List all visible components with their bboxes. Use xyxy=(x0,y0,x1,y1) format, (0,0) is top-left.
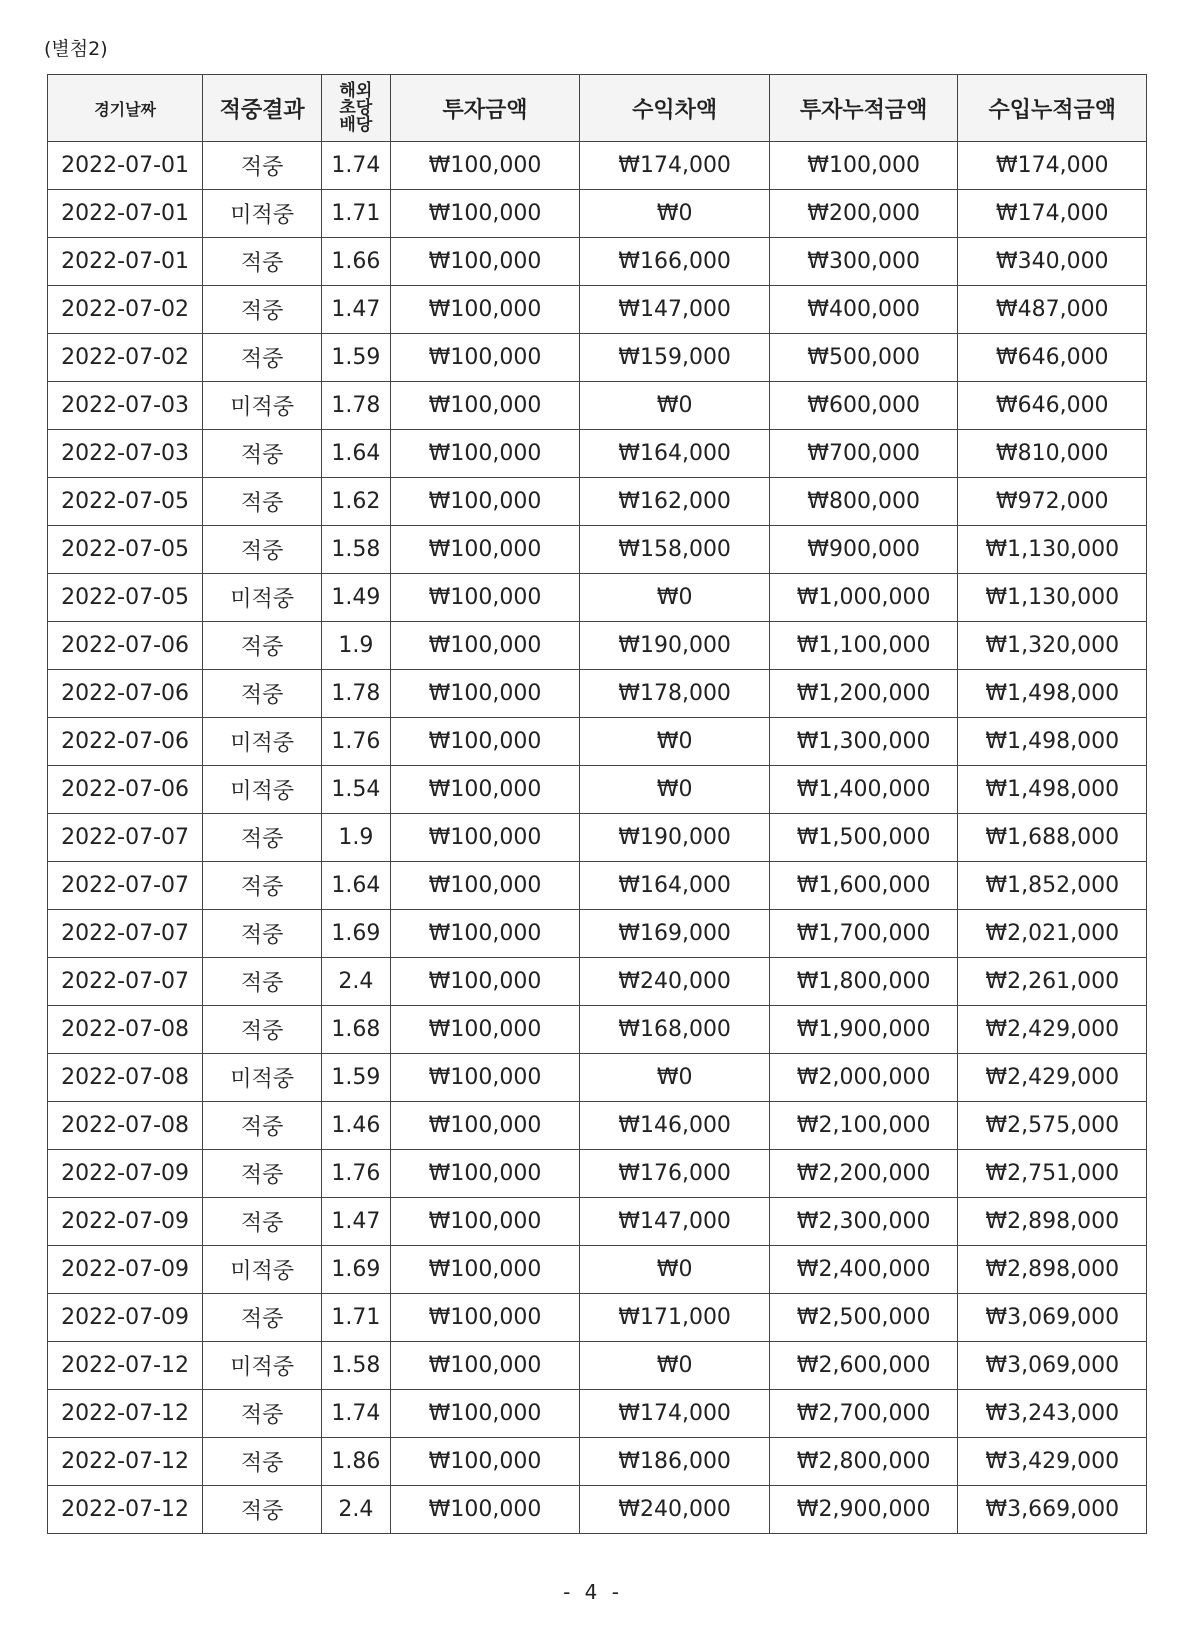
table-row xyxy=(48,574,1147,622)
profit-cell: ₩168,000 xyxy=(580,1006,770,1054)
table-row xyxy=(48,142,1147,190)
cumulative-investment-cell: ₩2,300,000 xyxy=(769,1198,958,1246)
cumulative-income-cell: ₩646,000 xyxy=(958,334,1147,382)
header-profit-difference: 수익차액 xyxy=(580,75,770,142)
odds-cell: 1.58 xyxy=(321,526,390,574)
profit-cell: ₩159,000 xyxy=(580,334,770,382)
profit-cell: ₩146,000 xyxy=(580,1102,770,1150)
cumulative-income-cell: ₩2,898,000 xyxy=(958,1246,1147,1294)
cumulative-investment-cell: ₩200,000 xyxy=(769,190,958,238)
header-cumulative-investment: 투자누적금액 xyxy=(769,75,958,142)
match-date-cell: 2022-07-07 xyxy=(48,862,203,910)
profit-cell: ₩147,000 xyxy=(580,286,770,334)
investment-cell: ₩100,000 xyxy=(390,766,580,814)
investment-cell: ₩100,000 xyxy=(390,334,580,382)
profit-cell: ₩164,000 xyxy=(580,862,770,910)
investment-cell: ₩100,000 xyxy=(390,190,580,238)
cumulative-investment-cell: ₩2,100,000 xyxy=(769,1102,958,1150)
cumulative-investment-cell: ₩800,000 xyxy=(769,478,958,526)
investment-cell: ₩100,000 xyxy=(390,1102,580,1150)
match-date-cell: 2022-07-12 xyxy=(48,1438,203,1486)
table-header-row xyxy=(48,75,1147,142)
cumulative-investment-cell: ₩1,500,000 xyxy=(769,814,958,862)
result-cell: 미적중 xyxy=(203,1054,322,1102)
profit-cell: ₩240,000 xyxy=(580,1486,770,1534)
table-row xyxy=(48,1486,1147,1534)
cumulative-investment-cell: ₩1,400,000 xyxy=(769,766,958,814)
result-cell: 적중 xyxy=(203,814,322,862)
profit-cell: ₩158,000 xyxy=(580,526,770,574)
cumulative-investment-cell: ₩2,900,000 xyxy=(769,1486,958,1534)
odds-cell: 1.64 xyxy=(321,430,390,478)
odds-cell: 1.66 xyxy=(321,238,390,286)
cumulative-income-cell: ₩1,498,000 xyxy=(958,718,1147,766)
table-row xyxy=(48,958,1147,1006)
result-cell: 적중 xyxy=(203,670,322,718)
cumulative-income-cell: ₩1,852,000 xyxy=(958,862,1147,910)
cumulative-income-cell: ₩3,429,000 xyxy=(958,1438,1147,1486)
cumulative-investment-cell: ₩900,000 xyxy=(769,526,958,574)
cumulative-investment-cell: ₩2,200,000 xyxy=(769,1150,958,1198)
profit-cell: ₩171,000 xyxy=(580,1294,770,1342)
cumulative-investment-cell: ₩100,000 xyxy=(769,142,958,190)
profit-cell: ₩174,000 xyxy=(580,1390,770,1438)
profit-cell: ₩190,000 xyxy=(580,814,770,862)
investment-cell: ₩100,000 xyxy=(390,862,580,910)
investment-cell: ₩100,000 xyxy=(390,238,580,286)
investment-cell: ₩100,000 xyxy=(390,622,580,670)
result-cell: 미적중 xyxy=(203,1342,322,1390)
odds-cell: 1.54 xyxy=(321,766,390,814)
profit-cell: ₩0 xyxy=(580,1342,770,1390)
investment-cell: ₩100,000 xyxy=(390,1150,580,1198)
cumulative-investment-cell: ₩2,500,000 xyxy=(769,1294,958,1342)
match-date-cell: 2022-07-02 xyxy=(48,286,203,334)
cumulative-income-cell: ₩1,130,000 xyxy=(958,526,1147,574)
cumulative-income-cell: ₩1,498,000 xyxy=(958,766,1147,814)
investment-cell: ₩100,000 xyxy=(390,1486,580,1534)
betting-results-table xyxy=(47,74,1147,1534)
match-date-cell: 2022-07-03 xyxy=(48,382,203,430)
result-cell: 적중 xyxy=(203,1198,322,1246)
match-date-cell: 2022-07-09 xyxy=(48,1246,203,1294)
investment-cell: ₩100,000 xyxy=(390,574,580,622)
table-row xyxy=(48,286,1147,334)
table-row xyxy=(48,238,1147,286)
match-date-cell: 2022-07-06 xyxy=(48,670,203,718)
cumulative-income-cell: ₩1,320,000 xyxy=(958,622,1147,670)
header-investment-amount: 투자금액 xyxy=(390,75,580,142)
cumulative-income-cell: ₩174,000 xyxy=(958,190,1147,238)
result-cell: 적중 xyxy=(203,334,322,382)
profit-cell: ₩162,000 xyxy=(580,478,770,526)
cumulative-investment-cell: ₩1,200,000 xyxy=(769,670,958,718)
match-date-cell: 2022-07-08 xyxy=(48,1102,203,1150)
table-row xyxy=(48,814,1147,862)
result-cell: 미적중 xyxy=(203,574,322,622)
table-row xyxy=(48,1246,1147,1294)
table-body xyxy=(48,142,1147,1534)
cumulative-income-cell: ₩2,429,000 xyxy=(958,1054,1147,1102)
result-cell: 적중 xyxy=(203,958,322,1006)
table-row xyxy=(48,526,1147,574)
result-cell: 적중 xyxy=(203,238,322,286)
result-cell: 적중 xyxy=(203,622,322,670)
cumulative-investment-cell: ₩700,000 xyxy=(769,430,958,478)
match-date-cell: 2022-07-01 xyxy=(48,190,203,238)
result-cell: 적중 xyxy=(203,1486,322,1534)
match-date-cell: 2022-07-05 xyxy=(48,478,203,526)
investment-cell: ₩100,000 xyxy=(390,382,580,430)
investment-cell: ₩100,000 xyxy=(390,1294,580,1342)
result-cell: 미적중 xyxy=(203,766,322,814)
table-row xyxy=(48,382,1147,430)
match-date-cell: 2022-07-02 xyxy=(48,334,203,382)
cumulative-investment-cell: ₩1,000,000 xyxy=(769,574,958,622)
table-row xyxy=(48,1198,1147,1246)
cumulative-income-cell: ₩340,000 xyxy=(958,238,1147,286)
match-date-cell: 2022-07-09 xyxy=(48,1150,203,1198)
cumulative-income-cell: ₩3,669,000 xyxy=(958,1486,1147,1534)
table-row xyxy=(48,670,1147,718)
odds-cell: 1.76 xyxy=(321,1150,390,1198)
table-row xyxy=(48,1294,1147,1342)
result-cell: 적중 xyxy=(203,526,322,574)
result-cell: 적중 xyxy=(203,1390,322,1438)
investment-cell: ₩100,000 xyxy=(390,142,580,190)
cumulative-income-cell: ₩1,498,000 xyxy=(958,670,1147,718)
result-cell: 미적중 xyxy=(203,190,322,238)
table-row xyxy=(48,910,1147,958)
odds-cell: 1.76 xyxy=(321,718,390,766)
header-overseas-odds-text: 해외 초당 배당 xyxy=(339,80,373,135)
profit-cell: ₩190,000 xyxy=(580,622,770,670)
profit-cell: ₩0 xyxy=(580,574,770,622)
header-overseas-odds xyxy=(321,75,390,142)
odds-cell: 2.4 xyxy=(321,958,390,1006)
header-match-date: 경기날짜 xyxy=(48,75,203,142)
table-row xyxy=(48,718,1147,766)
result-cell: 적중 xyxy=(203,1438,322,1486)
result-cell: 적중 xyxy=(203,1150,322,1198)
header-cumulative-income: 수입누적금액 xyxy=(958,75,1147,142)
investment-cell: ₩100,000 xyxy=(390,670,580,718)
cumulative-income-cell: ₩2,021,000 xyxy=(958,910,1147,958)
cumulative-income-cell: ₩2,575,000 xyxy=(958,1102,1147,1150)
match-date-cell: 2022-07-07 xyxy=(48,910,203,958)
odds-cell: 1.71 xyxy=(321,190,390,238)
cumulative-investment-cell: ₩400,000 xyxy=(769,286,958,334)
cumulative-investment-cell: ₩1,600,000 xyxy=(769,862,958,910)
match-date-cell: 2022-07-05 xyxy=(48,574,203,622)
profit-cell: ₩0 xyxy=(580,718,770,766)
cumulative-income-cell: ₩646,000 xyxy=(958,382,1147,430)
investment-cell: ₩100,000 xyxy=(390,286,580,334)
table-row xyxy=(48,622,1147,670)
table-row xyxy=(48,1390,1147,1438)
profit-cell: ₩0 xyxy=(580,190,770,238)
investment-cell: ₩100,000 xyxy=(390,1438,580,1486)
odds-cell: 1.68 xyxy=(321,1006,390,1054)
odds-cell: 1.74 xyxy=(321,142,390,190)
profit-cell: ₩176,000 xyxy=(580,1150,770,1198)
header-hit-result: 적중결과 xyxy=(203,75,322,142)
odds-cell: 1.46 xyxy=(321,1102,390,1150)
investment-cell: ₩100,000 xyxy=(390,718,580,766)
result-cell: 적중 xyxy=(203,142,322,190)
table-row xyxy=(48,1438,1147,1486)
cumulative-income-cell: ₩174,000 xyxy=(958,142,1147,190)
odds-cell: 1.78 xyxy=(321,670,390,718)
cumulative-investment-cell: ₩2,000,000 xyxy=(769,1054,958,1102)
investment-cell: ₩100,000 xyxy=(390,958,580,1006)
match-date-cell: 2022-07-07 xyxy=(48,814,203,862)
table-row xyxy=(48,430,1147,478)
profit-cell: ₩178,000 xyxy=(580,670,770,718)
profit-cell: ₩147,000 xyxy=(580,1198,770,1246)
odds-cell: 2.4 xyxy=(321,1486,390,1534)
investment-cell: ₩100,000 xyxy=(390,1390,580,1438)
investment-cell: ₩100,000 xyxy=(390,1006,580,1054)
cumulative-income-cell: ₩1,130,000 xyxy=(958,574,1147,622)
table-row xyxy=(48,1006,1147,1054)
match-date-cell: 2022-07-01 xyxy=(48,238,203,286)
odds-cell: 1.58 xyxy=(321,1342,390,1390)
cumulative-income-cell: ₩2,429,000 xyxy=(958,1006,1147,1054)
cumulative-income-cell: ₩3,069,000 xyxy=(958,1342,1147,1390)
profit-cell: ₩240,000 xyxy=(580,958,770,1006)
odds-cell: 1.69 xyxy=(321,910,390,958)
match-date-cell: 2022-07-08 xyxy=(48,1006,203,1054)
table-row xyxy=(48,862,1147,910)
match-date-cell: 2022-07-05 xyxy=(48,526,203,574)
investment-cell: ₩100,000 xyxy=(390,1342,580,1390)
cumulative-income-cell: ₩487,000 xyxy=(958,286,1147,334)
cumulative-investment-cell: ₩1,100,000 xyxy=(769,622,958,670)
match-date-cell: 2022-07-12 xyxy=(48,1486,203,1534)
table-row xyxy=(48,478,1147,526)
profit-cell: ₩166,000 xyxy=(580,238,770,286)
table-row xyxy=(48,766,1147,814)
result-cell: 미적중 xyxy=(203,1246,322,1294)
cumulative-income-cell: ₩810,000 xyxy=(958,430,1147,478)
odds-cell: 1.9 xyxy=(321,814,390,862)
odds-cell: 1.78 xyxy=(321,382,390,430)
match-date-cell: 2022-07-03 xyxy=(48,430,203,478)
result-cell: 적중 xyxy=(203,478,322,526)
cumulative-investment-cell: ₩2,700,000 xyxy=(769,1390,958,1438)
result-cell: 적중 xyxy=(203,1102,322,1150)
investment-cell: ₩100,000 xyxy=(390,430,580,478)
attachment-label: (별첨2) xyxy=(44,38,108,60)
investment-cell: ₩100,000 xyxy=(390,1054,580,1102)
odds-cell: 1.64 xyxy=(321,862,390,910)
table-row xyxy=(48,1102,1147,1150)
odds-cell: 1.9 xyxy=(321,622,390,670)
match-date-cell: 2022-07-07 xyxy=(48,958,203,1006)
table-row xyxy=(48,1054,1147,1102)
result-cell: 적중 xyxy=(203,286,322,334)
result-cell: 적중 xyxy=(203,430,322,478)
investment-cell: ₩100,000 xyxy=(390,910,580,958)
match-date-cell: 2022-07-09 xyxy=(48,1198,203,1246)
profit-cell: ₩169,000 xyxy=(580,910,770,958)
cumulative-investment-cell: ₩2,600,000 xyxy=(769,1342,958,1390)
investment-cell: ₩100,000 xyxy=(390,1198,580,1246)
odds-cell: 1.71 xyxy=(321,1294,390,1342)
odds-cell: 1.69 xyxy=(321,1246,390,1294)
profit-cell: ₩164,000 xyxy=(580,430,770,478)
cumulative-investment-cell: ₩1,700,000 xyxy=(769,910,958,958)
profit-cell: ₩186,000 xyxy=(580,1438,770,1486)
odds-cell: 1.74 xyxy=(321,1390,390,1438)
odds-cell: 1.59 xyxy=(321,1054,390,1102)
investment-cell: ₩100,000 xyxy=(390,1246,580,1294)
match-date-cell: 2022-07-06 xyxy=(48,718,203,766)
result-cell: 적중 xyxy=(203,862,322,910)
cumulative-investment-cell: ₩1,900,000 xyxy=(769,1006,958,1054)
match-date-cell: 2022-07-01 xyxy=(48,142,203,190)
odds-cell: 1.47 xyxy=(321,286,390,334)
result-cell: 적중 xyxy=(203,910,322,958)
profit-cell: ₩174,000 xyxy=(580,142,770,190)
table-row xyxy=(48,334,1147,382)
match-date-cell: 2022-07-12 xyxy=(48,1342,203,1390)
profit-cell: ₩0 xyxy=(580,1246,770,1294)
profit-cell: ₩0 xyxy=(580,766,770,814)
match-date-cell: 2022-07-12 xyxy=(48,1390,203,1438)
odds-cell: 1.47 xyxy=(321,1198,390,1246)
cumulative-income-cell: ₩3,243,000 xyxy=(958,1390,1147,1438)
cumulative-investment-cell: ₩500,000 xyxy=(769,334,958,382)
table-row xyxy=(48,1342,1147,1390)
page-number: - 4 - xyxy=(563,1580,623,1604)
odds-cell: 1.49 xyxy=(321,574,390,622)
result-cell: 적중 xyxy=(203,1294,322,1342)
cumulative-income-cell: ₩2,751,000 xyxy=(958,1150,1147,1198)
cumulative-income-cell: ₩3,069,000 xyxy=(958,1294,1147,1342)
table-row xyxy=(48,190,1147,238)
match-date-cell: 2022-07-06 xyxy=(48,622,203,670)
odds-cell: 1.86 xyxy=(321,1438,390,1486)
profit-cell: ₩0 xyxy=(580,1054,770,1102)
investment-cell: ₩100,000 xyxy=(390,478,580,526)
match-date-cell: 2022-07-06 xyxy=(48,766,203,814)
result-cell: 미적중 xyxy=(203,718,322,766)
cumulative-investment-cell: ₩600,000 xyxy=(769,382,958,430)
result-cell: 미적중 xyxy=(203,382,322,430)
cumulative-income-cell: ₩972,000 xyxy=(958,478,1147,526)
cumulative-income-cell: ₩2,898,000 xyxy=(958,1198,1147,1246)
odds-cell: 1.62 xyxy=(321,478,390,526)
cumulative-investment-cell: ₩300,000 xyxy=(769,238,958,286)
match-date-cell: 2022-07-08 xyxy=(48,1054,203,1102)
profit-cell: ₩0 xyxy=(580,382,770,430)
odds-cell: 1.59 xyxy=(321,334,390,382)
investment-cell: ₩100,000 xyxy=(390,814,580,862)
investment-cell: ₩100,000 xyxy=(390,526,580,574)
cumulative-investment-cell: ₩2,400,000 xyxy=(769,1246,958,1294)
cumulative-investment-cell: ₩1,800,000 xyxy=(769,958,958,1006)
cumulative-income-cell: ₩2,261,000 xyxy=(958,958,1147,1006)
cumulative-income-cell: ₩1,688,000 xyxy=(958,814,1147,862)
cumulative-investment-cell: ₩1,300,000 xyxy=(769,718,958,766)
match-date-cell: 2022-07-09 xyxy=(48,1294,203,1342)
table-row xyxy=(48,1150,1147,1198)
cumulative-investment-cell: ₩2,800,000 xyxy=(769,1438,958,1486)
result-cell: 적중 xyxy=(203,1006,322,1054)
